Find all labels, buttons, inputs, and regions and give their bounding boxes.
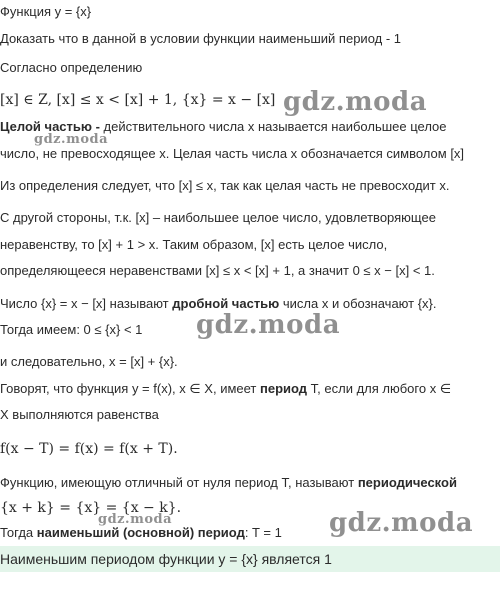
title: Функция y = {x} <box>0 4 92 19</box>
period-equation: f(x − T) = f(x) = f(x + T). <box>0 441 178 457</box>
main-period-post: : T = 1 <box>244 525 282 540</box>
other-side-line2: неравенству, то [x] + 1 > x. Таким образом, [x] есть целое число, <box>0 237 388 252</box>
integer-part-term: Целой частью - <box>0 119 100 134</box>
shift-equation: {x + k} = {x} = {x − k}. <box>0 500 182 516</box>
main-period-term: наименьший (основной) период <box>36 525 245 540</box>
watermark: gdz.moda <box>283 87 428 117</box>
task-statement: Доказать что в данной в условии функции наименьший период - 1 <box>0 31 402 46</box>
periodic-definition <box>0 474 457 492</box>
periodic-term: периодической <box>357 475 457 490</box>
formula-integer-part: [x] ∈ Z, [x] ≤ x < [x] + 1, {x} = x − [x] <box>0 92 276 108</box>
consequently-text: и следовательно, x = [x] + {x}. <box>0 354 178 369</box>
period-term: период <box>260 381 308 396</box>
main-period-pre: Тогда <box>0 525 37 540</box>
period-definition <box>0 380 451 398</box>
definition-intro: Согласно определению <box>0 60 143 75</box>
watermark: gdz.moda <box>98 512 173 527</box>
then-have-text: Тогда имеем: 0 ≤ {x} < 1 <box>0 322 143 337</box>
periodic-pre: Функцию, имеющую отличный от нуля период T, называют <box>0 475 358 490</box>
conclusion-text: Наименьшим периодом функции y = {x} является 1 <box>0 551 332 567</box>
period-post: T, если для любого x ∈ <box>307 381 452 396</box>
watermark: gdz.moda <box>34 132 109 147</box>
integer-part-line2: число, не превосходящее x. Целая часть числа x обозначается символом [x] <box>0 146 465 161</box>
other-side-line1: С другой стороны, т.к. [x] – наибольшее целое число, удовлетворяющее <box>0 210 436 225</box>
follows-text: Из определения следует, что [x] ≤ x, так как целая часть не превосходит x. <box>0 178 450 193</box>
watermark: gdz.moda <box>329 508 474 538</box>
period-definition-line2: X выполняются равенства <box>0 407 159 422</box>
integer-part-text: действительного числа x называется наибольшее целое <box>99 119 447 134</box>
fractional-post: числа x и обозначают {x}. <box>279 296 437 311</box>
other-side-line3: определяющееся неравенствами [x] ≤ x < [x] + 1, а значит 0 ≤ x − [x] < 1. <box>0 263 435 278</box>
period-pre: Говорят, что функция y = f(x), x ∈ X, имеет <box>0 381 260 396</box>
watermark: gdz.moda <box>196 310 341 340</box>
fractional-pre: Число {x} = x − [x] называют <box>0 296 173 311</box>
fractional-term: дробной частью <box>172 296 280 311</box>
